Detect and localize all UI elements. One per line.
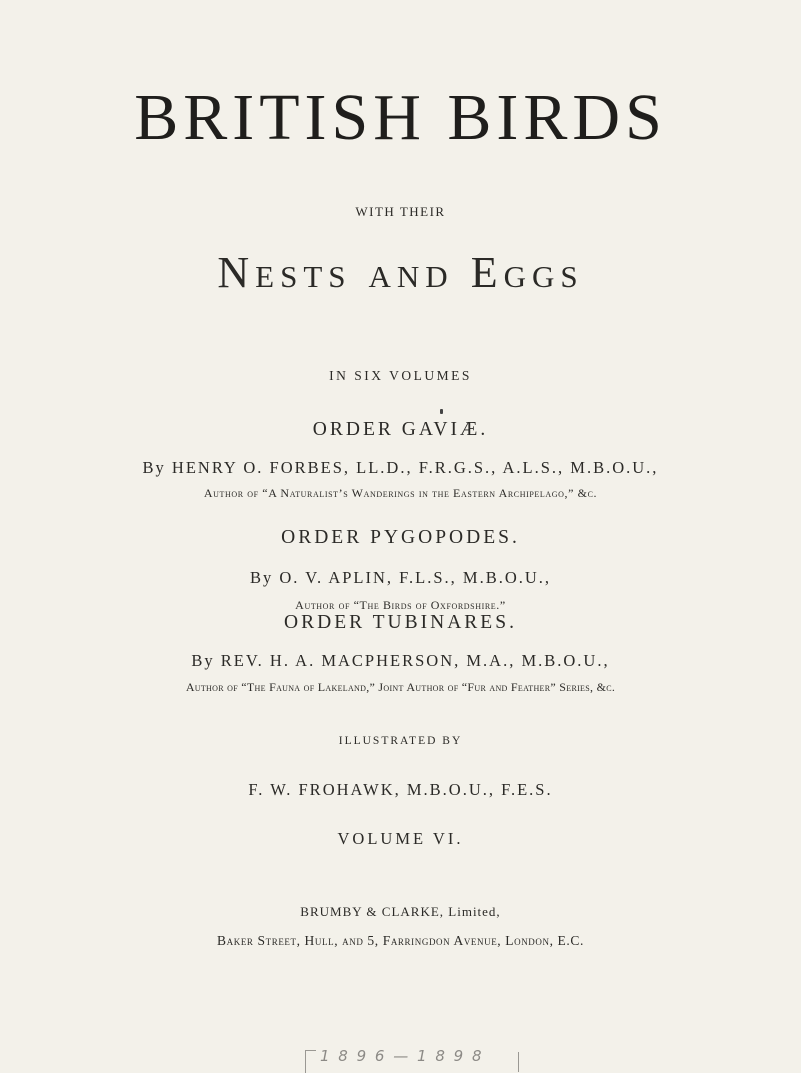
author-byline: By REV. H. A. MACPHERSON, M.A., M.B.O.U., xyxy=(191,651,610,670)
pencil-bracket xyxy=(305,1050,316,1073)
volumes-line: IN SIX VOLUMES xyxy=(329,368,472,383)
author-note: Author of “A Naturalist’s Wanderings in the Eastern Archipelago,” &c. xyxy=(203,486,598,500)
volume-number: VOLUME VI. xyxy=(337,829,464,848)
illustrator-name: F. W. FROHAWK, M.B.O.U., F.E.S. xyxy=(248,780,553,799)
order-heading: ORDER PYGOPODES. xyxy=(281,527,520,548)
with-their-line: WITH THEIR xyxy=(355,204,446,219)
author-byline: By O. V. APLIN, F.L.S., M.B.O.U., xyxy=(249,568,552,587)
illustrated-by-line: ILLUSTRATED BY xyxy=(338,735,463,747)
pencil-bracket xyxy=(512,1052,519,1072)
book-subtitle: Nests and Eggs xyxy=(217,248,584,297)
publisher-address: Baker Street, Hull, and 5, Farringdon Avenue, London, E.C. xyxy=(217,933,584,948)
author-byline: By HENRY O. FORBES, LL.D., F.R.G.S., A.L.S., M.B.O.U., xyxy=(142,458,659,477)
book-title: BRITISH BIRDS xyxy=(134,81,667,154)
author-note: Author of “The Birds of Oxfordshire.” xyxy=(295,598,506,612)
ink-dot xyxy=(440,409,443,414)
author-note: Author of “The Fauna of Lakeland,” Joint Author of “Fur and Feather” Series, &c. xyxy=(185,680,616,694)
pencil-annotation: 1 8 9 6 — 1 8 9 8 xyxy=(320,1047,484,1065)
order-heading: ORDER TUBINARES. xyxy=(284,612,517,633)
publisher-name: BRUMBY & CLARKE, Limited, xyxy=(300,904,501,919)
order-heading: ORDER GAVIÆ. xyxy=(312,419,489,440)
